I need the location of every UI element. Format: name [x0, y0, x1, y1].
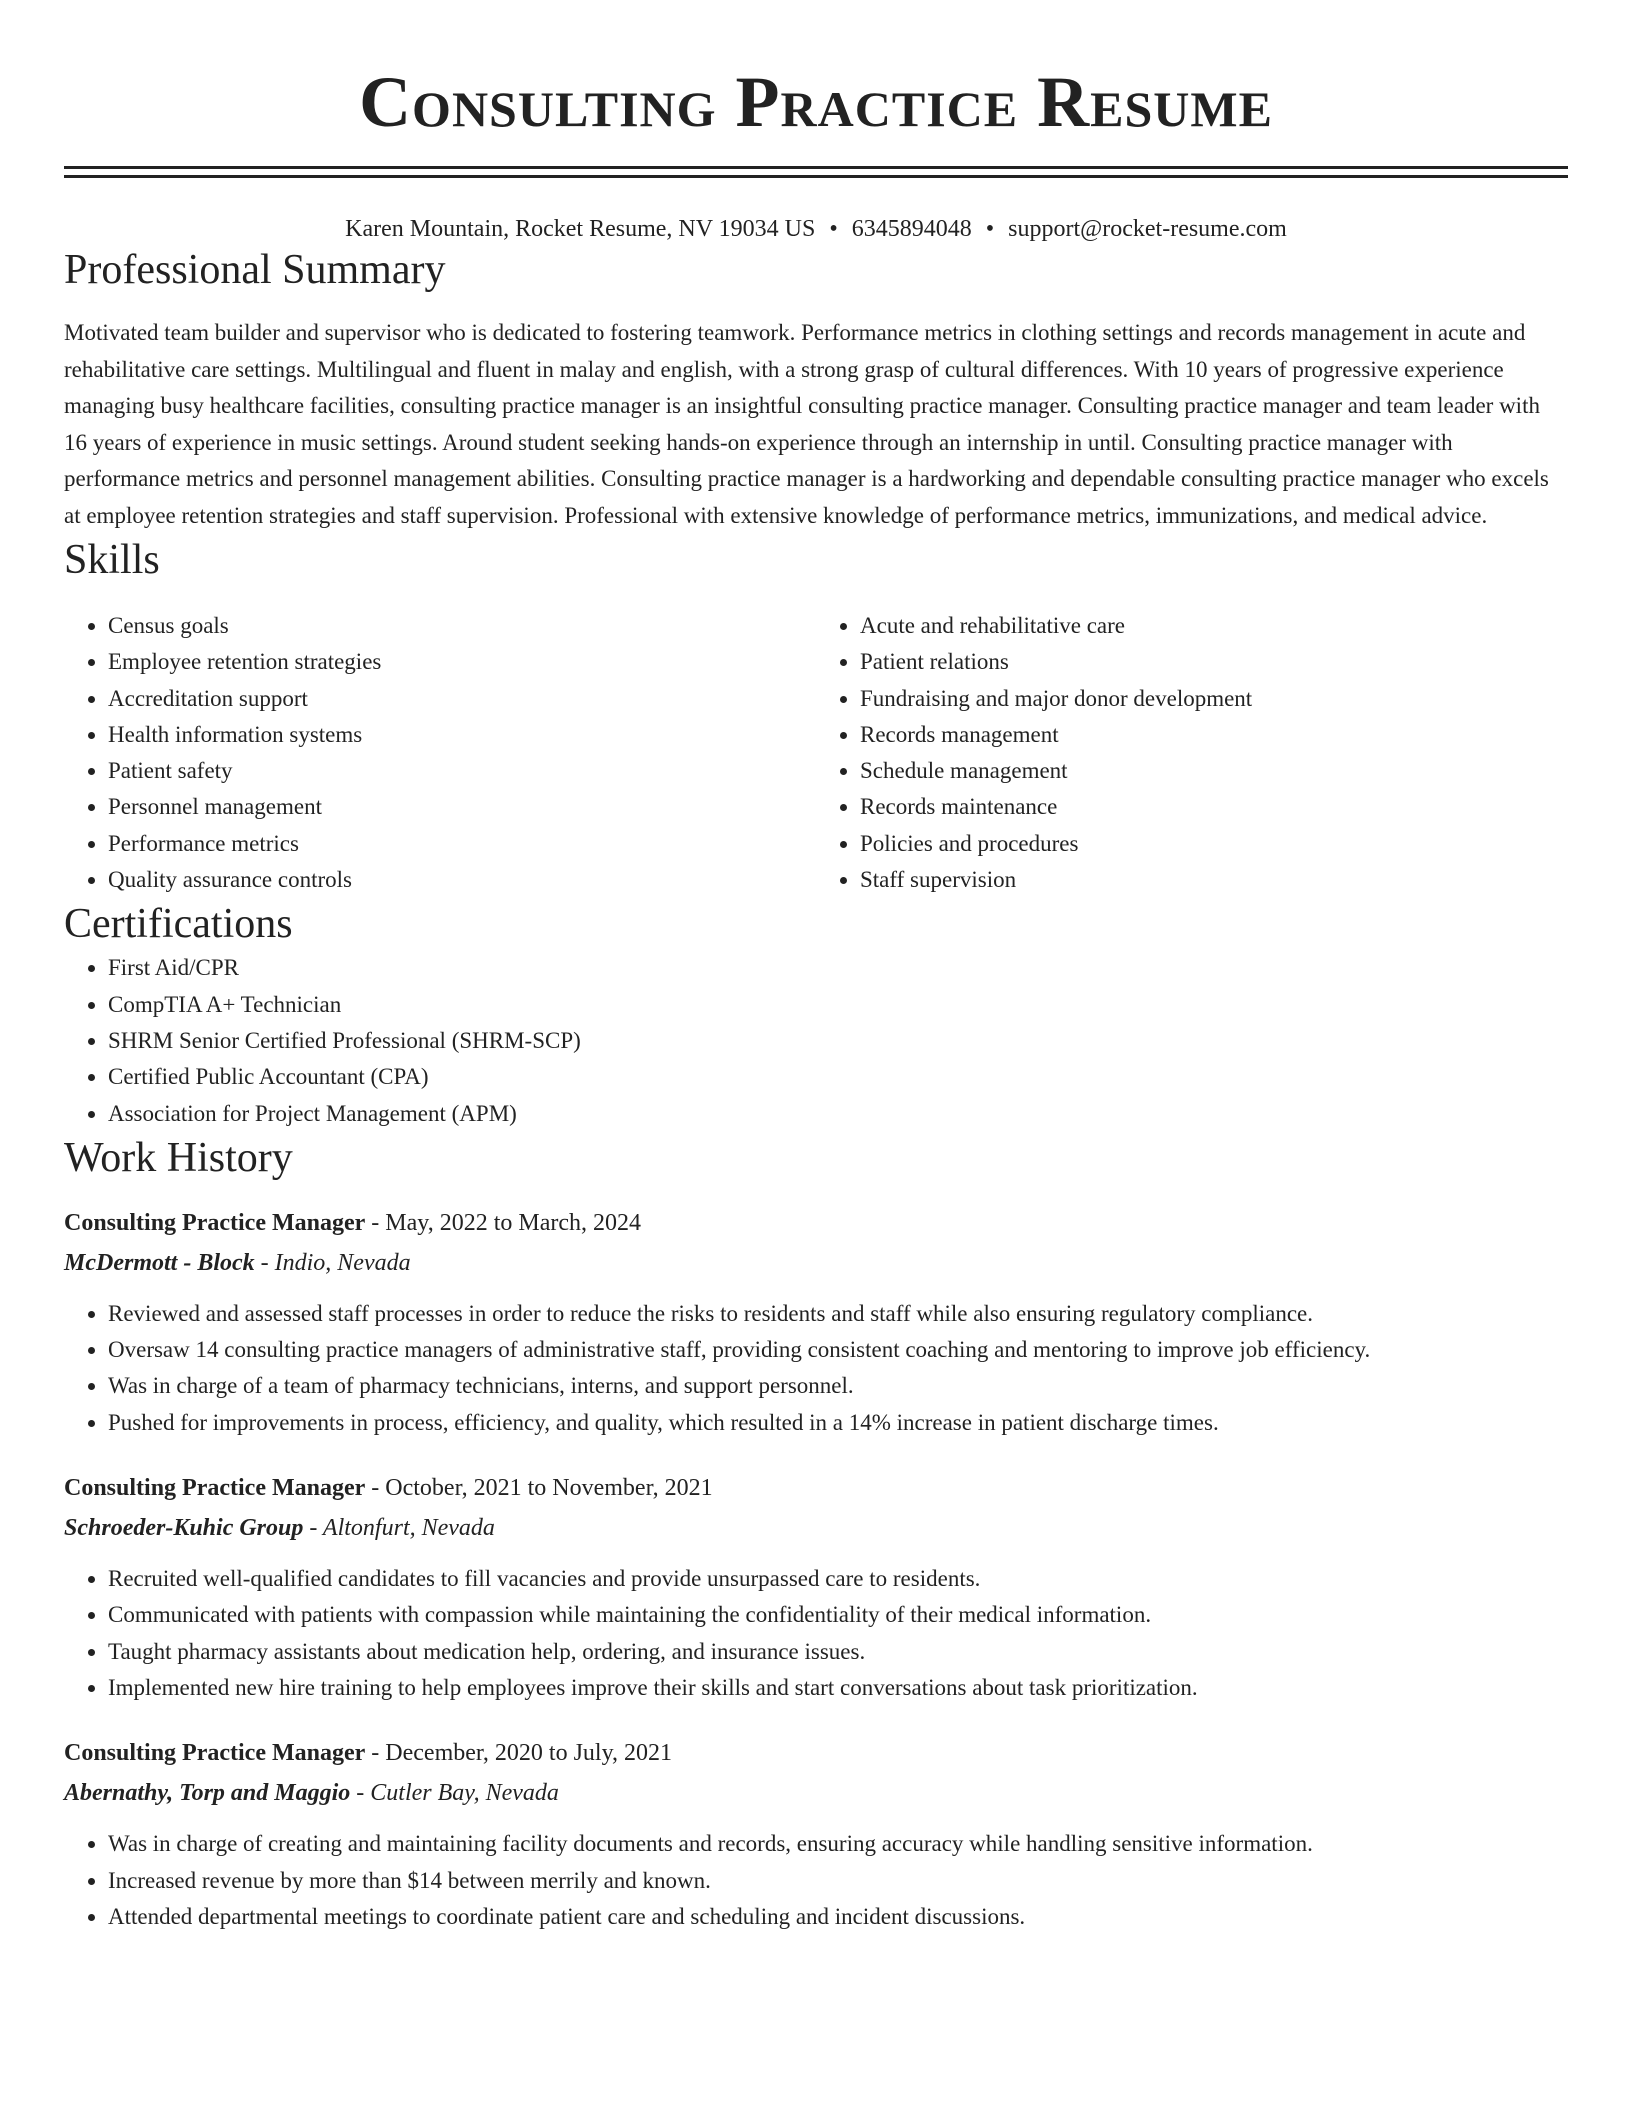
job-title-line — [64, 1206, 1568, 1240]
job-dates: - December, 2020 to July, 2021 — [365, 1740, 673, 1767]
job-company-line — [64, 1776, 1568, 1810]
certification-item: • CompTIA A+ Technician — [108, 987, 1568, 1023]
skill-item: • Fundraising and major donor development — [860, 681, 1568, 717]
contact-address: Karen Mountain, Rocket Resume, NV 19034 US — [345, 216, 816, 242]
certification-item: • Certified Public Accountant (CPA) — [108, 1059, 1568, 1095]
work-history-heading: Work History — [64, 1134, 293, 1181]
contact-line — [64, 214, 1568, 244]
job-location: - Altonfurt, Nevada — [303, 1515, 495, 1542]
skill-item: • Policies and procedures — [860, 826, 1568, 862]
job-title: Consulting Practice Manager — [64, 1475, 366, 1502]
skills-list-left — [64, 608, 816, 898]
job-bullet: • Recruited well-qualified candidates to fill vacancies and provide unsurpassed care to residents. — [108, 1561, 1568, 1597]
contact-separator: • — [985, 216, 995, 242]
job-bullet: • Increased revenue by more than $14 between merrily and known. — [108, 1863, 1568, 1899]
skill-item: • Records management — [860, 717, 1568, 753]
skills-columns — [64, 608, 1568, 898]
contact-phone: 6345894048 — [851, 216, 972, 242]
skill-item: • Employee retention strategies — [108, 644, 816, 680]
summary-heading: Professional Summary — [64, 247, 446, 293]
job-dates: - May, 2022 to March, 2024 — [365, 1209, 642, 1236]
job-title-line — [64, 1736, 1568, 1770]
skill-item: • Staff supervision — [860, 862, 1568, 898]
job-bullet: • Was in charge of a team of pharmacy technicians, interns, and support personnel. — [108, 1368, 1568, 1404]
certification-item: • First Aid/CPR — [108, 950, 1568, 986]
skill-item: • Personnel management — [108, 789, 816, 825]
skill-item: • Accreditation support — [108, 681, 816, 717]
job-bullet: • Reviewed and assessed staff processes in order to reduce the risks to residents and staff while also ensuring regulatory compliance. — [108, 1296, 1568, 1332]
job-location: - Cutler Bay, Nevada — [350, 1780, 559, 1807]
job-bullet: • Attended departmental meetings to coordinate patient care and scheduling and incident discussions. — [108, 1899, 1568, 1935]
job-company-line — [64, 1246, 1568, 1280]
job-company: McDermott - Block — [64, 1249, 255, 1276]
skill-item: • Records maintenance — [860, 789, 1568, 825]
contact-separator: • — [829, 216, 838, 242]
job-entry — [64, 1206, 1568, 1441]
skill-item: • Patient relations — [860, 644, 1568, 680]
job-bullet: • Implemented new hire training to help employees improve their skills and start conversations about task prioritization. — [108, 1670, 1568, 1706]
skill-item: • Schedule management — [860, 753, 1568, 789]
skill-item: • Acute and rehabilitative care — [860, 608, 1568, 644]
skill-item: • Patient safety — [108, 753, 816, 789]
skill-item: • Health information systems — [108, 717, 816, 753]
job-company: Abernathy, Torp and Maggio — [64, 1780, 351, 1807]
skill-item: • Performance metrics — [108, 826, 816, 862]
summary-text: Motivated team builder and supervisor who is dedicated to fostering teamwork. Performance metrics in clothing settings and records management in acute and rehabilitative care settings. Multilingual and fluent in malay and english, with a strong grasp of cultural differences. With 10 years of progressive experience managing busy healthcare facilities, consulting practice manager is an insightful consulting practice manager. Consulting practice manager and team leader with 16 years of experience in music settings. Around student seeking hands-on experience through an internship in until. Consulting practice manager with performance metrics and personnel management abilities. Consulting practice manager is a hardworking and dependable consulting practice manager who excels at employee retention strategies and staff supervision. Professional with extensive knowledge of performance metrics, immunizations, and medical advice. — [64, 320, 1549, 528]
job-dates: - October, 2021 to November, 2021 — [365, 1475, 713, 1502]
certifications-heading: Certifications — [64, 901, 293, 948]
skills-heading: Skills — [64, 537, 160, 583]
skill-item: • Quality assurance controls — [108, 862, 816, 898]
skill-item: • Census goals — [108, 608, 816, 644]
job-company-line — [64, 1511, 1568, 1545]
job-bullet: • Pushed for improvements in process, efficiency, and quality, which resulted in a 14% increase in patient discharge times. — [108, 1405, 1568, 1441]
job-bullets — [64, 1826, 1568, 1935]
certification-item: • SHRM Senior Certified Professional (SHRM-SCP) — [108, 1023, 1568, 1059]
job-bullet: • Communicated with patients with compassion while maintaining the confidentiality of their medical information. — [108, 1597, 1568, 1633]
title-divider-bottom — [64, 175, 1568, 178]
job-title: Consulting Practice Manager — [64, 1740, 366, 1767]
job-title: Consulting Practice Manager — [64, 1209, 366, 1236]
job-title-line — [64, 1471, 1568, 1505]
job-bullet: • Was in charge of creating and maintaining facility documents and records, ensuring accuracy while handling sensitive information. — [108, 1826, 1568, 1862]
title-divider-top — [64, 166, 1568, 169]
job-company: Schroeder-Kuhic Group — [64, 1515, 304, 1542]
certifications-list — [64, 950, 1568, 1131]
job-location: - Indio, Nevada — [254, 1249, 411, 1276]
certification-item: • Association for Project Management (APM) — [108, 1096, 1568, 1132]
contact-email: support@rocket-resume.com — [1008, 216, 1287, 242]
resume-title: Consulting Practice Resume — [359, 62, 1273, 142]
job-bullets — [64, 1296, 1568, 1441]
job-entry — [64, 1471, 1568, 1706]
job-entry — [64, 1736, 1568, 1935]
job-bullet: • Taught pharmacy assistants about medication help, ordering, and insurance issues. — [108, 1634, 1568, 1670]
job-bullet: • Oversaw 14 consulting practice managers of administrative staff, providing consistent coaching and mentoring to improve job efficiency. — [108, 1332, 1568, 1368]
job-bullets — [64, 1561, 1568, 1706]
skills-list-right — [816, 608, 1568, 898]
